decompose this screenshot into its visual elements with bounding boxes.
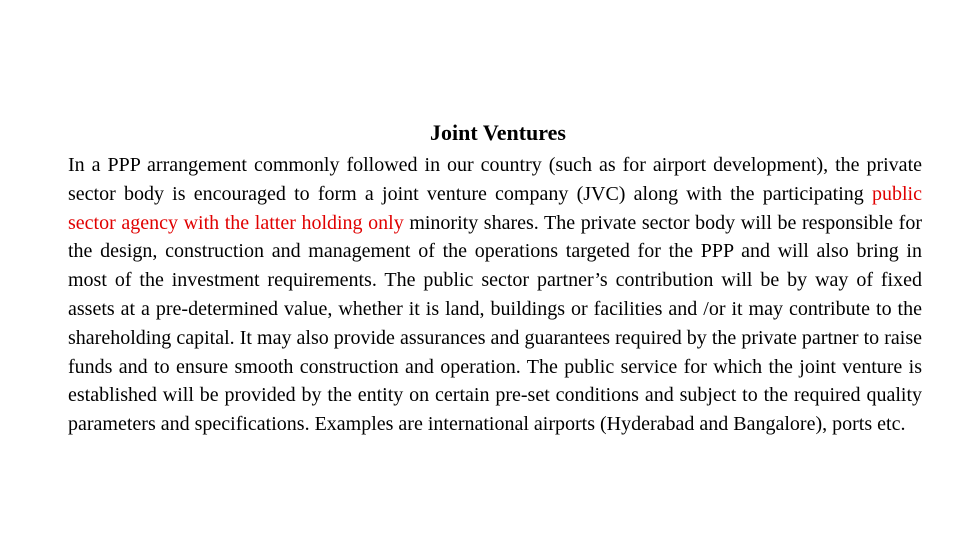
paragraph-text-end: minority shares. The private sector body will be responsible for the design, construction and management of the operations targeted for the PPP and will also bring in most of the investment requirements. The public sector partner’s contribution will be by way of fixed assets at a pre-determined value, whether it is land, buildings or facilities and /or it may contribute to the shareholding capital. It may also provide assurances and guarantees required by the private partner to raise funds and to ensure smooth construction and operation. The public service for which the joint venture is established will be provided by the entity on certain pre-set conditions and subject to the required quality parameters and specifications. Examples are international airports (Hyderabad and Bangalore), ports etc. bbox=[68, 211, 922, 436]
highlighted-text: public sector agency with the latter holding only bbox=[68, 182, 922, 234]
paragraph-text-start: In a PPP arrangement commonly followed in our country (such as for airport development), the private sector body is encouraged to form a joint venture company (JVC) along with the participating bbox=[68, 154, 922, 205]
body-paragraph bbox=[68, 151, 922, 439]
slide-title: Joint Ventures bbox=[430, 120, 566, 145]
